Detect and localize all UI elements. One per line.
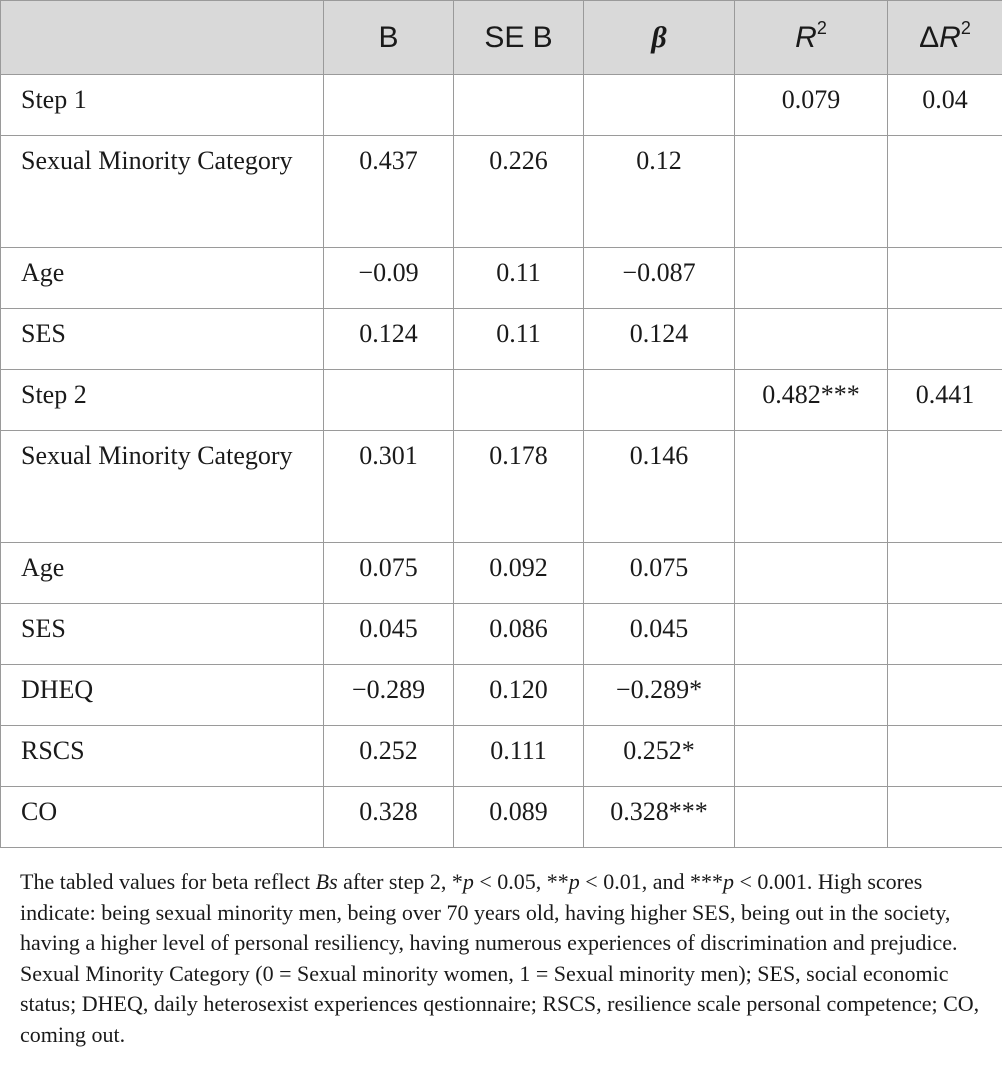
cell-delta-r2: 0.441 <box>888 370 1002 431</box>
row-label: SES <box>1 309 324 370</box>
cell-se-b: 0.086 <box>454 604 584 665</box>
cell-beta: 0.12 <box>584 136 735 248</box>
table-row <box>1 248 1002 309</box>
cell-r2: 0.482*** <box>735 370 888 431</box>
cell-r2 <box>735 136 888 248</box>
cell-r2 <box>735 604 888 665</box>
header-label <box>1 1 324 75</box>
header-b: B <box>324 1 454 75</box>
note-text-3: < 0.05, ** <box>473 869 569 894</box>
row-label: Step 1 <box>1 75 324 136</box>
cell-se-b: 0.111 <box>454 726 584 787</box>
cell-beta: 0.146 <box>584 431 735 543</box>
row-label: Sexual Minority Category <box>1 136 324 248</box>
cell-beta: 0.075 <box>584 543 735 604</box>
note-text-1: The tabled values for beta reflect <box>20 869 316 894</box>
cell-se-b: 0.089 <box>454 787 584 848</box>
note-p-2: p <box>568 869 580 894</box>
cell-b <box>324 370 454 431</box>
cell-beta: 0.328*** <box>584 787 735 848</box>
cell-r2 <box>735 726 888 787</box>
row-label: Age <box>1 543 324 604</box>
cell-beta: 0.252* <box>584 726 735 787</box>
cell-delta-r2 <box>888 726 1002 787</box>
cell-b: −0.289 <box>324 665 454 726</box>
header-delta-r2-prefix: Δ <box>919 21 940 54</box>
cell-delta-r2 <box>888 787 1002 848</box>
note-text-2: after step 2, * <box>337 869 463 894</box>
cell-delta-r2: 0.04 <box>888 75 1002 136</box>
note-p-1: p <box>462 869 474 894</box>
cell-delta-r2 <box>888 248 1002 309</box>
header-row <box>1 1 1002 75</box>
cell-delta-r2 <box>888 604 1002 665</box>
table-row <box>1 75 1002 136</box>
note-p-3: p <box>722 869 734 894</box>
cell-delta-r2 <box>888 136 1002 248</box>
cell-se-b: 0.120 <box>454 665 584 726</box>
row-label: Sexual Minority Category <box>1 431 324 543</box>
cell-b <box>324 75 454 136</box>
header-delta-r2-base: R <box>939 21 961 54</box>
table-row <box>1 431 1002 543</box>
cell-delta-r2 <box>888 543 1002 604</box>
cell-r2 <box>735 543 888 604</box>
cell-r2 <box>735 431 888 543</box>
cell-beta: 0.124 <box>584 309 735 370</box>
cell-se-b: 0.226 <box>454 136 584 248</box>
table-row <box>1 370 1002 431</box>
cell-b: 0.301 <box>324 431 454 543</box>
table-row <box>1 309 1002 370</box>
cell-b: −0.09 <box>324 248 454 309</box>
cell-beta: 0.045 <box>584 604 735 665</box>
note-text-5: < 0.001. High scores indicate: being sexual minority men, being over 70 years old, having higher SES, being out in the society, having a higher level of personal resiliency, having numerous experiences of discrimination and prejudice. Sexual Minority Category (0 = Sexual minority women, 1 = Sexual minority men); SES, social economic status; DHEQ, daily heterosexist experiences qestionnaire; RSCS, resilience scale personal competence; CO, coming out. <box>20 869 980 1047</box>
table-row <box>1 787 1002 848</box>
row-label: SES <box>1 604 324 665</box>
row-label: CO <box>1 787 324 848</box>
cell-beta <box>584 75 735 136</box>
table-row <box>1 543 1002 604</box>
cell-b: 0.252 <box>324 726 454 787</box>
header-se-b: SE B <box>454 1 584 75</box>
cell-delta-r2 <box>888 431 1002 543</box>
table-body <box>1 75 1002 848</box>
cell-b: 0.075 <box>324 543 454 604</box>
table-row <box>1 726 1002 787</box>
table-footnote <box>20 867 995 1050</box>
cell-se-b: 0.11 <box>454 309 584 370</box>
cell-se-b: 0.178 <box>454 431 584 543</box>
cell-se-b <box>454 75 584 136</box>
table-row <box>1 665 1002 726</box>
cell-se-b: 0.092 <box>454 543 584 604</box>
row-label: DHEQ <box>1 665 324 726</box>
table-row <box>1 604 1002 665</box>
cell-b: 0.045 <box>324 604 454 665</box>
cell-b: 0.124 <box>324 309 454 370</box>
cell-beta: −0.289* <box>584 665 735 726</box>
note-bs: Bs <box>315 869 338 894</box>
header-delta-r2-sup: 2 <box>960 18 971 38</box>
cell-r2: 0.079 <box>735 75 888 136</box>
header-beta: β <box>584 1 735 75</box>
cell-delta-r2 <box>888 309 1002 370</box>
cell-se-b: 0.11 <box>454 248 584 309</box>
cell-b: 0.328 <box>324 787 454 848</box>
table-row <box>1 136 1002 248</box>
row-label: Age <box>1 248 324 309</box>
cell-r2 <box>735 665 888 726</box>
header-delta-r2 <box>888 1 1002 75</box>
cell-beta <box>584 370 735 431</box>
row-label: RSCS <box>1 726 324 787</box>
cell-r2 <box>735 248 888 309</box>
cell-delta-r2 <box>888 665 1002 726</box>
cell-se-b <box>454 370 584 431</box>
cell-r2 <box>735 787 888 848</box>
row-label: Step 2 <box>1 370 324 431</box>
header-r2-sup: 2 <box>816 18 827 38</box>
cell-r2 <box>735 309 888 370</box>
header-r2-base: R <box>795 21 817 54</box>
note-text-4: < 0.01, and *** <box>579 869 723 894</box>
cell-b: 0.437 <box>324 136 454 248</box>
cell-beta: −0.087 <box>584 248 735 309</box>
header-r2 <box>735 1 888 75</box>
